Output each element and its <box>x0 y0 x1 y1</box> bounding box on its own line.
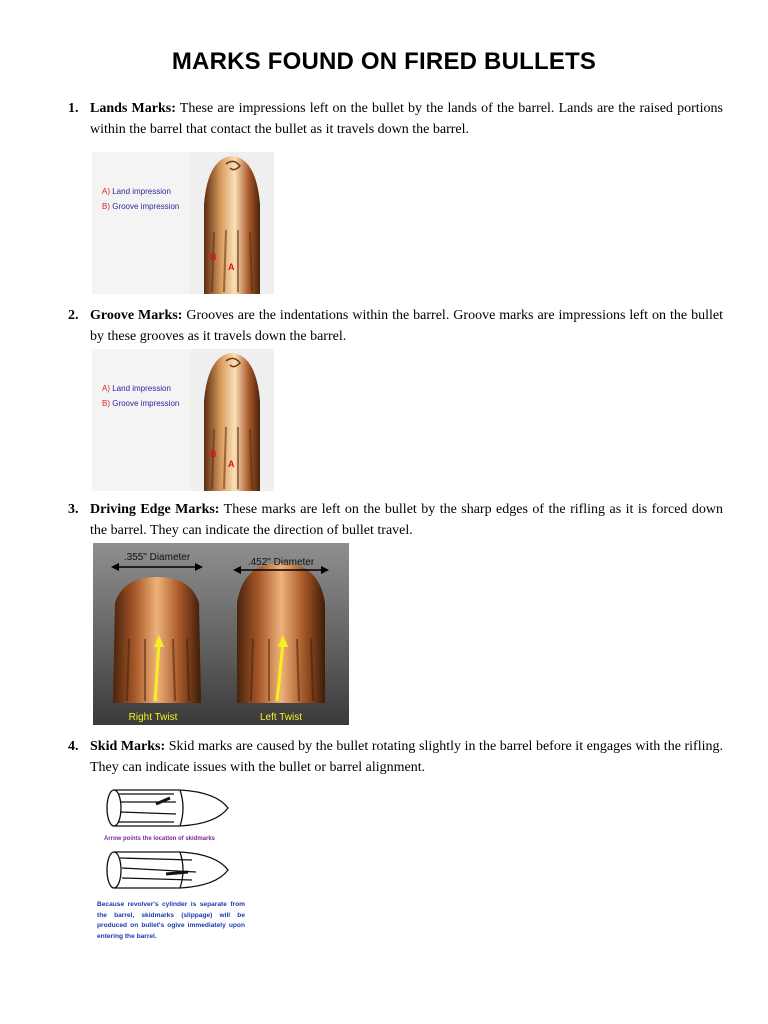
page-title: MARKS FOUND ON FIRED BULLETS <box>171 48 597 75</box>
groove-marks-figure <box>92 349 274 491</box>
item-description: These are impressions left on the bullet by the lands of the barrel. Lands are the raised portions within the barrel that contact the bullet as it travels down the barrel. <box>90 101 723 137</box>
svg-text:B: B <box>210 252 217 262</box>
item-description: Grooves are the indentations within the barrel. Groove marks are impressions left on the bullet by these grooves as it travels down the barrel. <box>90 308 723 344</box>
figure-legend: A) Land impression B) Groove impression <box>102 187 180 211</box>
svg-text:A: A <box>228 459 235 469</box>
list-item-driving-edge-marks <box>68 499 723 541</box>
item-number: 4. <box>68 739 79 754</box>
driving-edge-figure <box>93 543 349 725</box>
bullet-photo <box>190 349 274 491</box>
svg-text:.452" Diameter: .452" Diameter <box>247 557 315 568</box>
svg-text:B: B <box>210 449 217 459</box>
lands-marks-figure <box>92 152 274 294</box>
svg-text:.355" Diameter: .355" Diameter <box>123 552 191 563</box>
skid-marks-explanation: Because revolver's cylinder is separate from the barrel, skidmarks (slippage) will be produced on bullet's ogive immediately upon entering the barrel. <box>97 901 245 940</box>
list-item-groove-marks <box>68 305 723 347</box>
bullet-photo <box>190 152 274 294</box>
item-term: Lands Marks: <box>90 101 176 116</box>
item-description: These marks are left on the bullet by the sharp edges of the rifling as it is forced down the barrel. They can indicate the direction of bullet travel. <box>90 502 723 538</box>
skid-marks-arrow-note: Arrow points the location of skidmarks <box>104 836 216 842</box>
item-term: Groove Marks: <box>90 308 183 323</box>
figure-legend: A) Land impression B) Groove impression <box>102 384 180 408</box>
item-term: Skid Marks: <box>90 739 166 754</box>
item-number: 1. <box>68 101 79 116</box>
svg-text:Left Twist: Left Twist <box>259 712 303 723</box>
list-item-skid-marks <box>68 736 723 778</box>
item-number: 3. <box>68 502 79 517</box>
svg-text:Right Twist: Right Twist <box>128 712 178 723</box>
item-term: Driving Edge Marks: <box>90 502 220 517</box>
item-description: Skid marks are caused by the bullet rotating slightly in the barrel before it engages with the rifling. They can indicate issues with the bullet or barrel alignment. <box>90 739 723 775</box>
list-item-lands-marks <box>68 98 723 140</box>
svg-text:A: A <box>228 262 235 272</box>
item-number: 2. <box>68 308 79 323</box>
